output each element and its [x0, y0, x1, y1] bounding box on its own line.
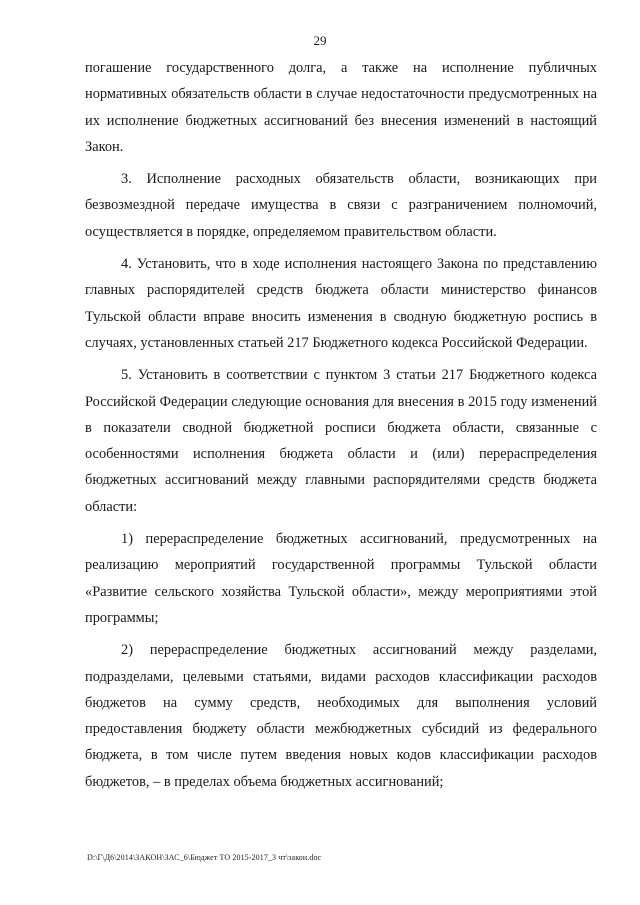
paragraph-item-4: 4. Установить, что в ходе исполнения настоящего Закона по представлению главных распорядителей средств бюджета области министерство финансов Тульской области вправе вносить изменения в сводную бюджетную роспись в случаях, установленных статьей 217 Бюджетного кодекса Российской Федерации. [85, 256, 597, 351]
subitem-1: 1) перераспределение бюджетных ассигнований, предусмотренных на реализацию мероприятий государственной программы Тульской области «Развитие сельского хозяйства Тульской области», между мероприятиями этой программы; [85, 531, 597, 626]
paragraph-item-3: 3. Исполнение расходных обязательств области, возникающих при безвозмездной передаче имущества в связи с разграничением полномочий, осуществляется в порядке, определяемом правительством области. [85, 171, 597, 240]
subitem-2: 2) перераспределение бюджетных ассигнований между разделами, подразделами, целевыми статьями, видами расходов классификации расходов бюджетов на сумму средств, необходимых для выполнения условий предоставления бюджету области межбюджетных субсидий из федерального бюджета, в том числе путем введения новых кодов классификации расходов бюджетов, – в пределах объема бюджетных ассигнований; [85, 642, 597, 790]
paragraph-continuation: погашение государственного долга, а также на исполнение публичных нормативных обязательств области в случае недостаточности предусмотренных на их исполнение бюджетных ассигнований без внесения изменений в настоящий Закон. [85, 60, 597, 155]
document-body [85, 55, 597, 801]
paragraph-item-5: 5. Установить в соответствии с пунктом 3 статьи 217 Бюджетного кодекса Российской Федерации следующие основания для внесения в 2015 году изменений в показатели сводной бюджетной росписи бюджета области, связанные с особенностями исполнения бюджета области и (или) перераспределения бюджетных ассигнований между главными распорядителями средств бюджета области: [85, 367, 597, 515]
page-number: 29 [313, 33, 327, 48]
file-path-footer: D:\Г\Д6\2014\ЗАКОН\ЗАС_6\Бюджет ТО 2015-2017_3 чт\закон.doc [87, 853, 322, 862]
